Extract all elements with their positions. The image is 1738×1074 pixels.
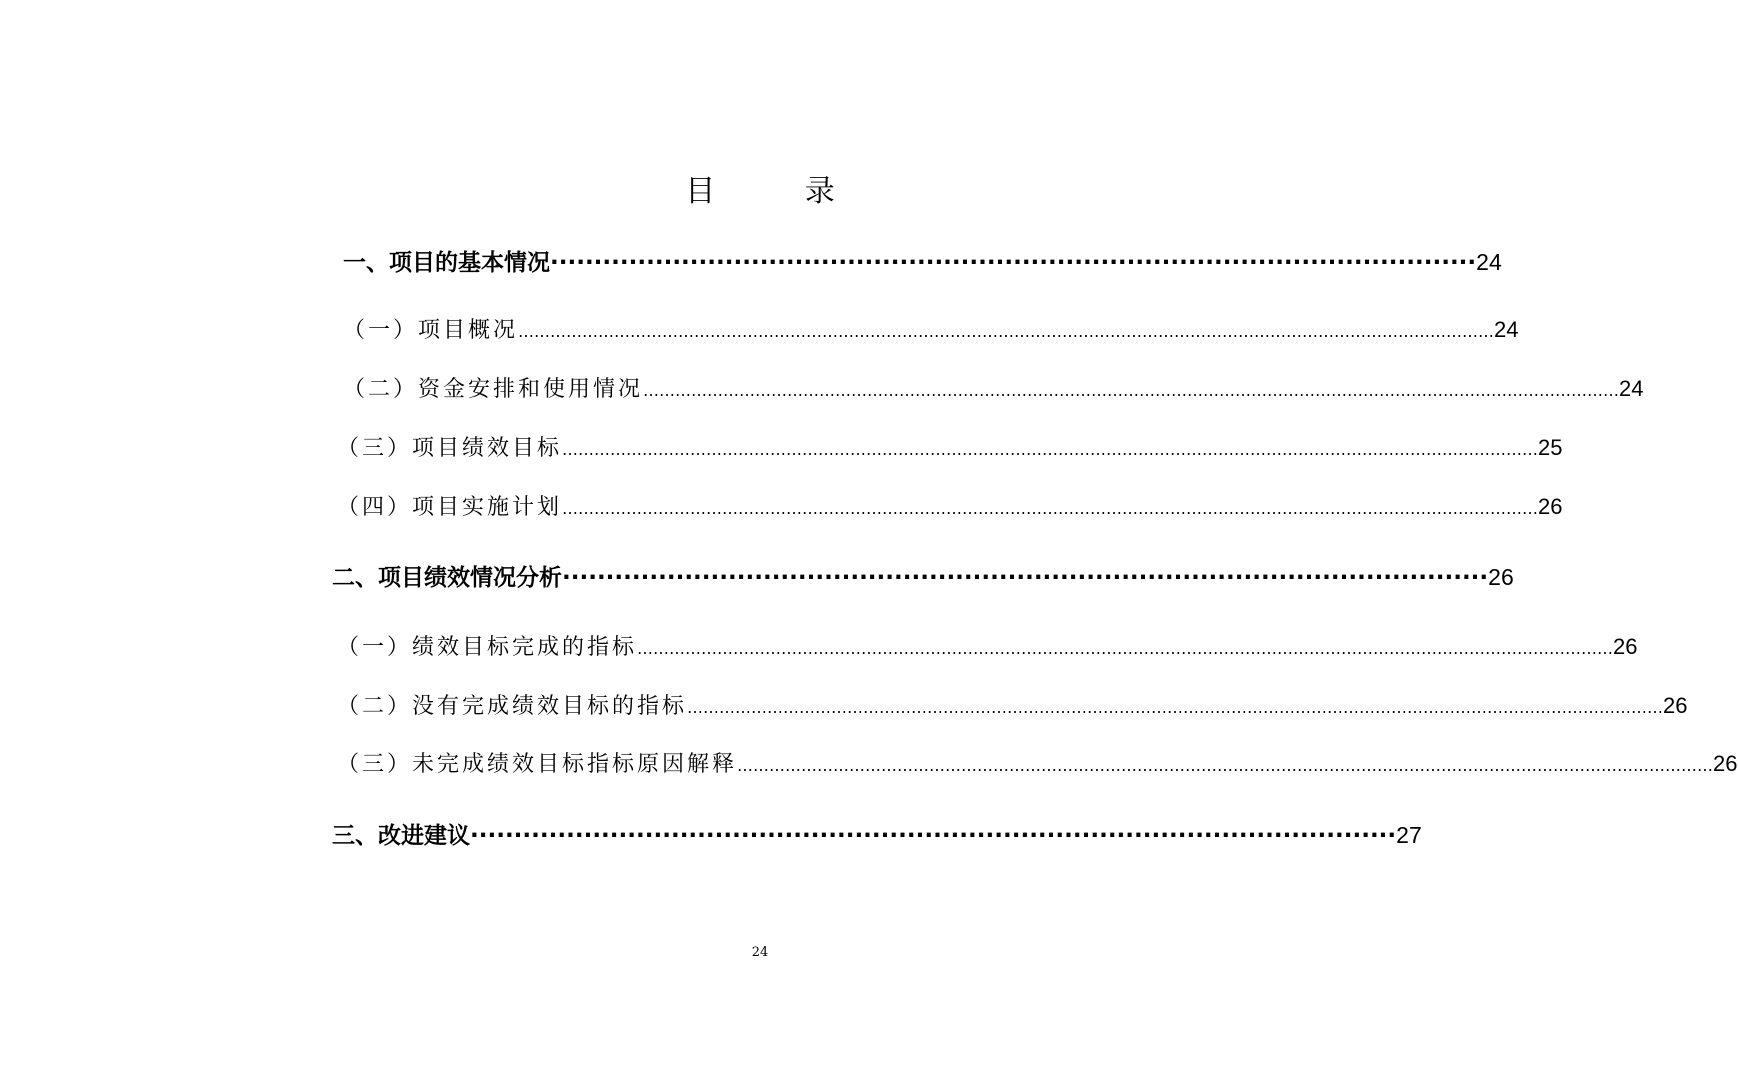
toc-entry-page: 27 [1396, 822, 1422, 848]
toc-entry-page: 26 [1488, 564, 1514, 590]
toc-entry-page: 26 [1538, 494, 1563, 519]
toc-entry-page: 24 [1494, 317, 1519, 342]
toc-entry[interactable] [337, 431, 1563, 465]
toc-entry-label: （三）未完成绩效目标指标原因解释 [337, 752, 738, 777]
dot-leader: ………………………………………………………………………………………………………………………………………………………………… [637, 639, 1614, 658]
toc-entry[interactable] [343, 313, 1519, 347]
dot-leader: ………………………………………………………………………………………………………………………………………………………………… [643, 381, 1620, 400]
toc-entry[interactable] [337, 689, 1688, 723]
toc-entry-label: 三、改进建议 [332, 823, 470, 849]
page-number: 24 [751, 945, 769, 960]
toc-entry-page: 24 [1476, 249, 1502, 275]
toc-entry[interactable] [332, 817, 1422, 853]
toc-entry[interactable] [337, 747, 1738, 781]
toc-entry-label: 一、项目的基本情况 [343, 250, 550, 276]
toc-entry-label: 二、项目绩效情况分析 [332, 565, 562, 591]
toc-entry-label: （二）资金安排和使用情况 [343, 377, 644, 402]
dot-leader: ………………………………………………………………………………………………………………………………………………………………… [518, 322, 1495, 341]
dot-leader: ………………………………………………………………………………………………………………………………………………………………… [737, 756, 1714, 775]
toc-entry-label: （一）项目概况 [343, 318, 519, 343]
toc-title: 目 录 [685, 174, 875, 209]
toc-entry-page: 25 [1538, 435, 1563, 460]
toc-entry-label: （四）项目实施计划 [337, 495, 563, 520]
toc-entry[interactable] [337, 630, 1638, 664]
toc-entry-page: 24 [1619, 376, 1644, 401]
dot-leader: ·········································································································· [550, 250, 1477, 276]
toc-entry-label: （一）绩效目标完成的指标 [337, 635, 638, 660]
toc-entry-page: 26 [1663, 693, 1688, 718]
toc-entry-label: （二）没有完成绩效目标的指标 [337, 694, 688, 719]
dot-leader: ………………………………………………………………………………………………………………………………………………………………… [562, 499, 1539, 518]
dot-leader: ………………………………………………………………………………………………………………………………………………………………… [562, 440, 1539, 459]
toc-entry-label: （三）项目绩效目标 [337, 436, 563, 461]
toc-entry[interactable] [337, 490, 1563, 524]
toc-entry-page: 26 [1613, 634, 1638, 659]
dot-leader: ………………………………………………………………………………………………………………………………………………………………… [687, 698, 1664, 717]
toc-entry[interactable] [343, 244, 1502, 280]
toc-entry[interactable] [343, 372, 1644, 406]
dot-leader: ·········································································································· [562, 565, 1489, 591]
dot-leader: ·········································································································· [470, 823, 1397, 849]
toc-entry-page: 26 [1713, 751, 1738, 776]
toc-entry[interactable] [332, 559, 1514, 595]
